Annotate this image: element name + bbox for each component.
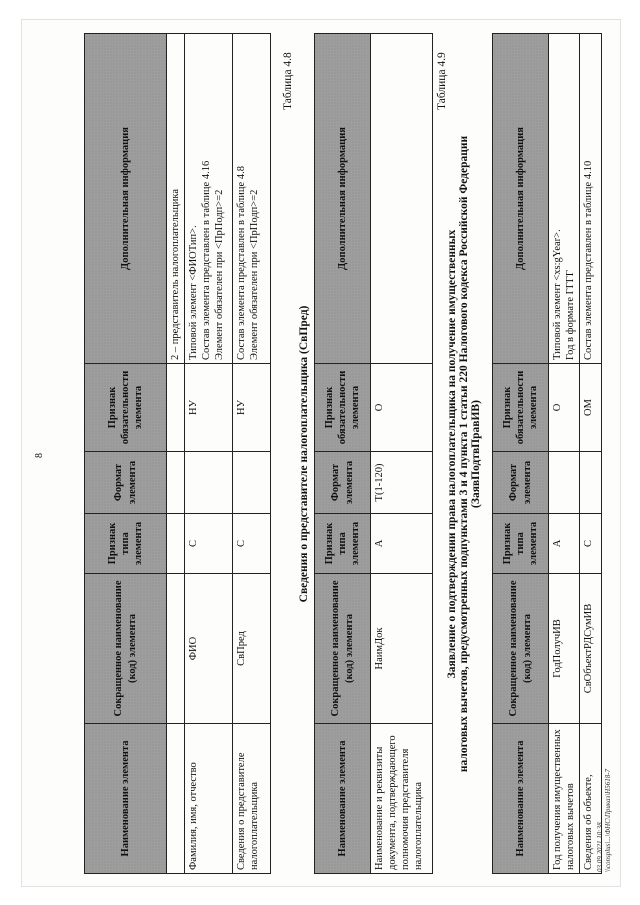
- info-cell: Состав элемента представлен в таблице 4.10: [580, 34, 602, 364]
- footer-date: 03.09.2021 10:38: [596, 822, 604, 872]
- header-req: Признак обязательности элемента: [315, 364, 371, 452]
- header-req: Признак обязательности элемента: [85, 364, 167, 452]
- name-cell: Наименование и реквизиты документа, подтверждающего полномочия представителя налогоплательщика: [371, 724, 433, 874]
- print-footer: [596, 769, 613, 872]
- table-title: [446, 34, 482, 874]
- format-cell: [185, 452, 233, 514]
- name-cell: Фамилия, имя, отчество: [185, 724, 233, 874]
- header-name: Наименование элемента: [493, 724, 549, 874]
- short-cell: ГодПолучИВ: [549, 574, 580, 724]
- header-name: Наименование элемента: [85, 724, 167, 874]
- info-cell: [233, 34, 271, 364]
- short-cell: НаимДок: [371, 574, 433, 724]
- table-caption: Таблица 4.8: [282, 52, 294, 110]
- type-cell: А: [549, 514, 580, 574]
- footer-path: \\consplus\...\ФНС\Приказ\Н5618-7: [604, 768, 613, 872]
- page-number: 8: [34, 453, 45, 458]
- info-line: Состав элемента представлен в таблице 4.8: [236, 166, 248, 360]
- name-cell: Сведения о представителе налогоплательщика: [233, 724, 271, 874]
- header-req: Признак обязательности элемента: [493, 364, 549, 452]
- title-line: налоговых вычетов, предусмотренных подпунктами 3 и 4 пункта 1 статьи 220 Налогового кодекса Российской Федерации: [458, 135, 470, 773]
- table-4-7-continuation: [84, 33, 271, 874]
- info-line: Состав элемента представлен в таблице 4.16: [201, 160, 213, 360]
- table-4-9: [492, 33, 602, 874]
- type-cell: С: [185, 514, 233, 574]
- short-cell: ФИО: [185, 574, 233, 724]
- short-cell: СвОбъектРДСумИВ: [580, 574, 602, 724]
- title-line: (ЗаявПодтвПравИВ): [470, 400, 482, 508]
- name-cell: Год получения имущественных налоговых вычетов: [549, 724, 580, 874]
- type-cell: А: [371, 514, 433, 574]
- req-cell: НУ: [233, 364, 271, 452]
- table-row: [549, 34, 580, 874]
- info-line: Типовой элемент <xs:gYear>.: [552, 229, 563, 360]
- info-line: Элемент обязателен при <ПрПодп>=2: [249, 189, 261, 360]
- header-format: Формат элемента: [85, 452, 167, 514]
- title-line: Заявление о подтверждении права налогоплательщика на получение имущественных: [446, 229, 458, 679]
- info-cell: [185, 34, 233, 364]
- type-cell: С: [580, 514, 602, 574]
- header-type: Признак типа элемента: [85, 514, 167, 574]
- header-info: Дополнительная информация: [493, 34, 549, 364]
- info-line: Год в формате ГГГГ: [565, 270, 577, 360]
- header-info: Дополнительная информация: [85, 34, 167, 364]
- table-title: Сведения о представителе налогоплательщика (СвПред): [298, 305, 310, 603]
- type-cell: С: [233, 514, 271, 574]
- header-format: Формат элемента: [315, 452, 371, 514]
- table-row: [233, 34, 271, 874]
- req-cell: О: [549, 364, 580, 452]
- header-short: Сокращенное наименование (код) элемента: [85, 574, 167, 724]
- info-cell: [549, 34, 580, 364]
- header-type: Признак типа элемента: [315, 514, 371, 574]
- table-row: [580, 34, 602, 874]
- table-caption: Таблица 4.9: [436, 52, 448, 110]
- document-page: [22, 20, 620, 886]
- format-cell: [233, 452, 271, 514]
- req-cell: НУ: [185, 364, 233, 452]
- header-info: Дополнительная информация: [315, 34, 371, 364]
- table-row: [371, 34, 433, 874]
- header-short: Сокращенное наименование (код) элемента: [315, 574, 371, 724]
- format-cell: [549, 452, 580, 514]
- info-line: Элемент обязателен при <ПрПодп>=2: [214, 189, 226, 360]
- info-line: Типовой элемент <ФИОТип>.: [188, 225, 200, 360]
- req-cell: О: [371, 364, 433, 452]
- info-cell: [371, 34, 433, 364]
- name-cell: Сведения об объекте,: [580, 724, 602, 874]
- info-cell: 2 – представитель налогоплательщика: [167, 34, 185, 364]
- table-4-8: [314, 33, 433, 874]
- rotated-content: [22, 20, 620, 886]
- header-name: Наименование элемента: [315, 724, 371, 874]
- header-short: Сокращенное наименование (код) элемента: [493, 574, 549, 724]
- header-format: Формат элемента: [493, 452, 549, 514]
- table-row: [185, 34, 233, 874]
- header-type: Признак типа элемента: [493, 514, 549, 574]
- req-cell: ОМ: [580, 364, 602, 452]
- table-row: [167, 34, 185, 874]
- format-cell: T(1-120): [371, 452, 433, 514]
- format-cell: [580, 452, 602, 514]
- short-cell: СвПред: [233, 574, 271, 724]
